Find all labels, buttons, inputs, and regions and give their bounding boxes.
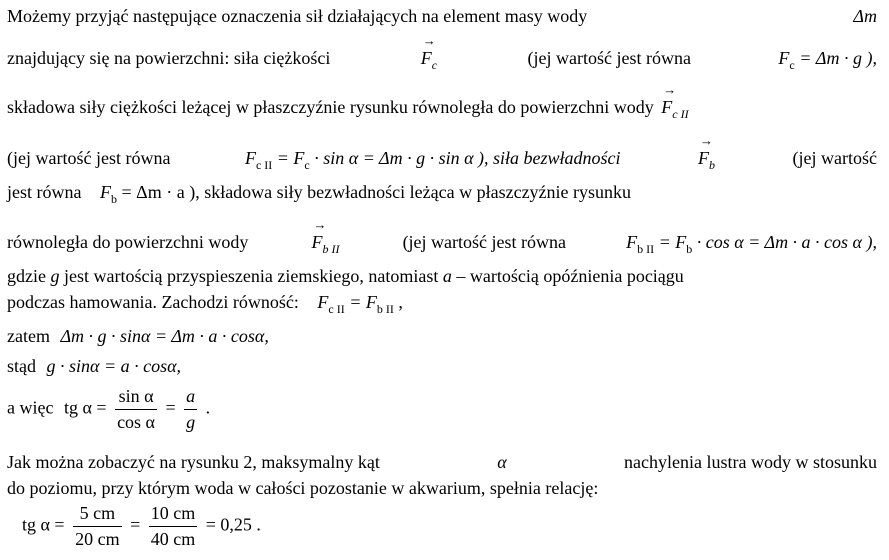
text-line-10: stąd g · sinα = a · cosα, [7,356,182,376]
text-line-3 [7,82,877,121]
fraction-5-20: $\frac{5 cm}{20 cm}$ [75,503,120,549]
vector-fc-subscript: c [431,58,438,72]
line-5-text-a: jest równa [7,182,82,202]
vector-arrow-icon: → [422,33,436,48]
formula-fb: $F_b = \Delta m \cdot a$ ), składowa siły bezwładności leżąca w płaszczyźnie rysunku [99,182,632,206]
vector-fc-letter: F [420,48,432,68]
fraction-sin-cos: $\frac{\text{sin α}}{\text{cos α}}$ [117,386,155,432]
text-line-14: tg α = $\frac{5 cm}{20 cm}$ = $\frac{10 cm}{40 cm}$ = 0,25 . [22,503,261,549]
text-line-1 [7,6,877,27]
formula-fbII: $F_{b II} = F_b \cdot \cos \alpha = \Delta m \cdot a \cdot \cos \alpha$ ), [626,232,877,256]
vector-arrow-icon: → [663,82,677,97]
vector-arrow-icon: → [313,217,327,232]
equality-formula: $F_{c II} = F_{b II}$ , [317,292,403,316]
vector-fbII [311,217,340,256]
text-line-12: Jak można zobaczyć na rysunku 2, maksymalny kąt α nachylenia lustra wody w stosunku [7,452,877,472]
formula-fc: $F_c = \Delta m \cdot g$ ), [778,48,877,72]
vector-fbII-letter: F [311,232,323,252]
text-line-2 [7,33,877,72]
fraction-a-g: $\frac{a}{g}$ [186,386,196,432]
text-line-4 [7,133,877,172]
formula-stad: g · sinα = a · cosα, [46,356,182,376]
text-line-11: a więc tg α = $\frac{\text{sin α}}{\text{cos α}}$ = $\frac{a}{g}$ . [7,386,211,432]
vector-fb-letter: F [698,148,710,168]
text-line-13: do poziomu, przy którym woda w całości pozostanie w akwarium, spełnia relację: [7,478,599,498]
tg-alpha-label: tg α = [63,397,107,418]
vector-fcII-letter: F [661,97,673,117]
vector-fbII-subscript: b II [322,242,340,256]
text-line-6 [7,217,877,256]
formula-fcII: $F_{c II} = F_c \cdot \sin \alpha = \Delta m \cdot g \cdot \sin \alpha$ ), siła bezwładności [244,148,621,172]
vector-arrow-icon: → [700,133,714,148]
tg-alpha-result-label: tg α = [22,514,65,535]
line-2-text-a: znajdujący się na powierzchni: siła ciężkości [7,48,331,68]
line-6-text-a: równoległa do powierzchni wody [7,232,249,252]
text-line-7: gdzie g jest wartością przyspieszenia ziemskiego, natomiast a – wartością opóźnienia pociągu [7,266,684,286]
vector-fb [698,133,716,172]
text-line-8 [7,292,877,316]
line-1-text: Możemy przyjąć następujące oznaczenia sił działających na element masy wody [7,6,588,26]
text-line-5 [7,182,877,206]
line-2-text-b: (jej wartość jest równa [527,48,691,68]
vector-fcII [661,82,689,121]
text-line-9: zatem Δm · g · sinα = Δm · a · cosα, [7,326,269,346]
line-4-text-a: (jej wartość jest równa [7,148,171,168]
vector-fc [420,33,438,72]
line-8-text: podczas hamowania. Zachodzi równość: [7,292,299,312]
result-value: = 0,25 . [205,514,261,535]
fraction-10-40: $\frac{10 cm}{40 cm}$ [150,503,196,549]
line-3-text: składowa siły ciężkości leżącej w płaszczyźnie rysunku równoległa do powierzchni wody [7,97,654,117]
line-4-text-b: (jej wartość [792,148,877,168]
delta-m-symbol: Δm [853,6,877,26]
vector-fcII-subscript: c II [672,107,689,121]
vector-fb-subscript: b [709,158,716,172]
line-6-text-b: (jej wartość jest równa [402,232,567,252]
formula-zatem: Δm · g · sinα = Δm · a · cosα, [60,326,269,346]
